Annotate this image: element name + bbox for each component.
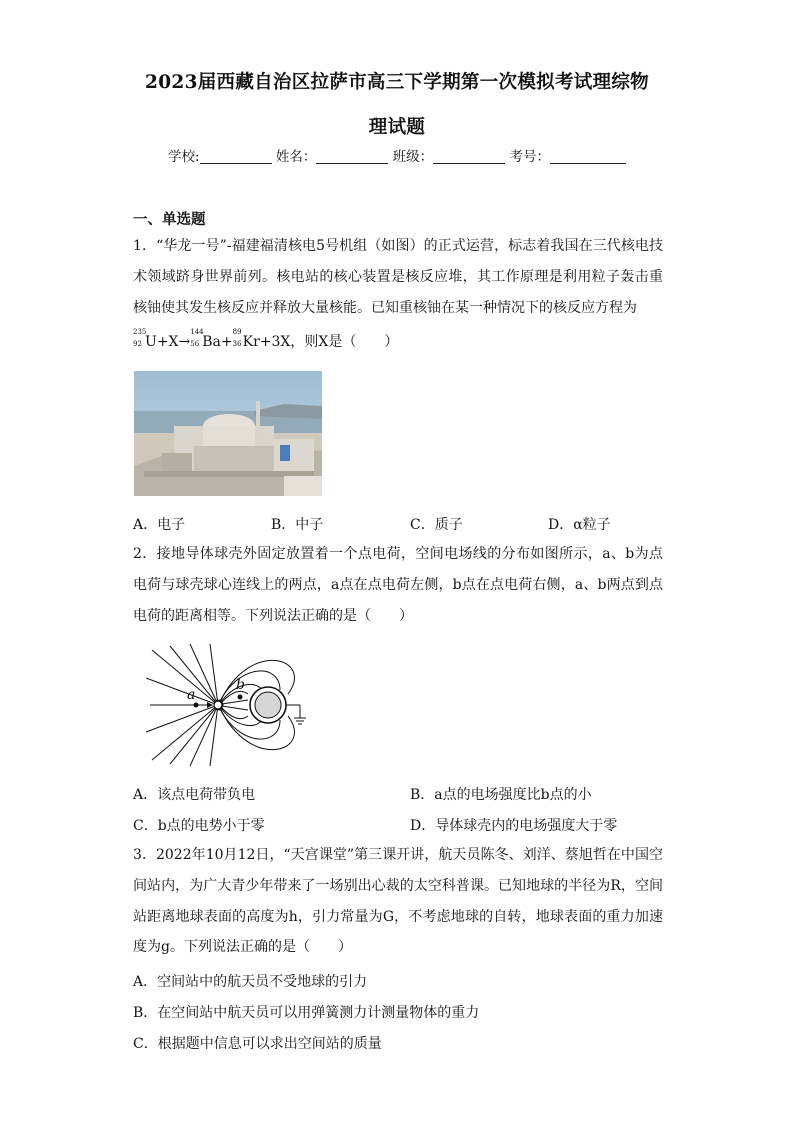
q2-text: 2．接地导体球壳外固定放置着一个点电荷，空间电场线的分布如图所示，a、b为点电荷与球壳球心连线上的两点，a点在点电荷左侧，b点在点电荷右侧，a、b两点到点电荷的距离相等。下列说法正确的是（ ） bbox=[133, 546, 663, 624]
q2-option-b[interactable]: B．a点的电场强度比b点的小 bbox=[410, 787, 592, 803]
barium-nuclide: 144 56 Ba bbox=[190, 328, 221, 350]
class-blank[interactable] bbox=[433, 149, 505, 164]
id-blank[interactable] bbox=[550, 149, 626, 164]
q1-option-d[interactable]: D．α粒子 bbox=[548, 517, 611, 533]
section-heading: 一、单选题 bbox=[133, 211, 206, 228]
id-label: 考号： bbox=[509, 149, 550, 165]
q3-option-b[interactable]: B．在空间站中航天员可以用弹簧测力计测量物体的重力 bbox=[133, 1005, 480, 1021]
q2-option-a[interactable]: A．该点电荷带负电 bbox=[133, 787, 256, 803]
q1-equation: 235 92 U+X→ 144 56 Ba+ 89 36 Kr+3X，则X是（ ） bbox=[133, 328, 399, 350]
krypton-nuclide: 89 36 Kr bbox=[232, 328, 260, 350]
student-info bbox=[0, 145, 794, 165]
school-label: 学校: bbox=[168, 149, 200, 165]
class-label: 班级： bbox=[392, 149, 434, 165]
q1-text: 1．“华龙一号”-福建福清核电5号机组（如图）的正式运营，标志着我国在三代核电技术领域跻身世界前列。核电站的核心装置是核反应堆，其工作原理是利用粒子轰击重核铀使其发生核反应并释放大量核能。已知重核铀在某一种情况下的核反应方程为 bbox=[133, 238, 663, 316]
nuclear-plant-photo bbox=[134, 371, 322, 496]
paper-title-line1: 2023届西藏自治区拉萨市高三下学期第一次模拟考试理综物 bbox=[145, 72, 649, 93]
q3-option-c[interactable]: C．根据题中信息可以求出空间站的质量 bbox=[133, 1036, 382, 1052]
name-blank[interactable] bbox=[316, 149, 388, 164]
q1-option-c[interactable]: C．质子 bbox=[410, 517, 463, 533]
q2-option-d[interactable]: D．导体球壳内的电场强度大于零 bbox=[410, 818, 618, 834]
school-blank[interactable] bbox=[200, 149, 272, 164]
point-a-label: a bbox=[187, 687, 196, 703]
electric-field-diagram bbox=[140, 638, 320, 768]
uranium-nuclide: 235 92 U bbox=[133, 328, 157, 350]
paper-title-line2: 理试题 bbox=[368, 117, 426, 138]
q2-option-c[interactable]: C．b点的电势小于零 bbox=[133, 818, 265, 834]
q3-option-a[interactable]: A．空间站中的航天员不受地球的引力 bbox=[133, 974, 368, 990]
q3-text: 3．2022年10月12日，“天宫课堂”第三课开讲，航天员陈冬、刘洋、蔡旭哲在中国空间站内，为广大青少年带来了一场别出心裁的太空科普课。已知地球的半径为R，空间站距离地球表面的高度为h，引力常量为G，不考虑地球的自转，地球表面的重力加速度为g。下列说法正确的是（ ） bbox=[133, 847, 663, 956]
q1-option-b[interactable]: B．中子 bbox=[271, 517, 324, 533]
q1-option-a[interactable]: A．电子 bbox=[133, 517, 186, 533]
point-b-label: b bbox=[236, 677, 245, 693]
name-label: 姓名： bbox=[275, 149, 317, 165]
